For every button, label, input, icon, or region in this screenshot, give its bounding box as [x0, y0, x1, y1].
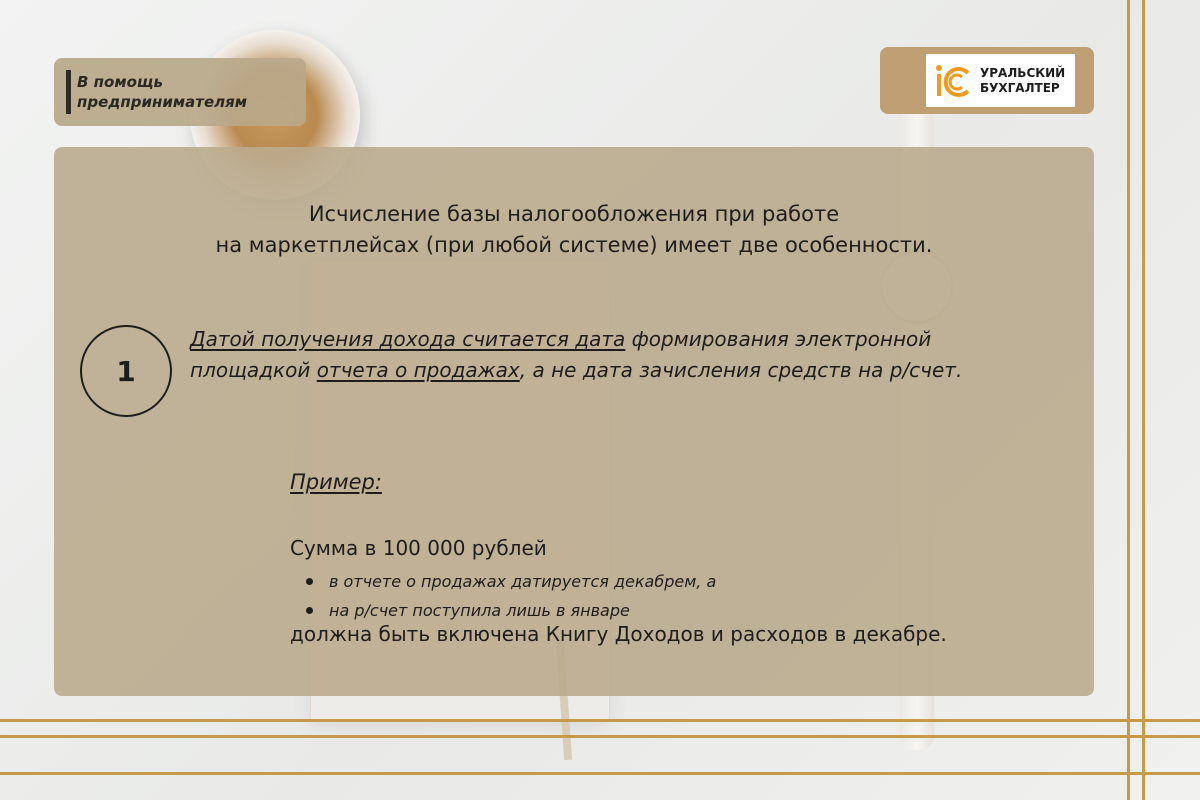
category-tag [54, 58, 306, 126]
example-title: Пример: [290, 470, 382, 494]
headline [54, 199, 1094, 261]
headline-line-1: Исчисление базы налогообложения при работе [308, 202, 840, 226]
bullet-text: в отчете о продажах датируется декабрем, а [329, 572, 717, 591]
logo-card [926, 54, 1075, 107]
tag-text [77, 72, 247, 112]
example-sum-line: Сумма в 100 000 рублей [290, 536, 547, 560]
bullet-text: на р/счет поступила лишь в январе [329, 601, 630, 620]
tag-line-1: В помощь [77, 73, 163, 91]
list-item [306, 567, 716, 596]
tag-accent-bar [66, 70, 71, 114]
logo-text [980, 66, 1065, 96]
example-bullets [306, 567, 716, 625]
point-text-2: формирования электронной площадкой [190, 327, 932, 382]
bullet-dot-icon [306, 578, 313, 585]
1c-logo-icon [932, 60, 974, 102]
decor-vertical-line [1127, 0, 1130, 800]
content-panel [54, 147, 1094, 696]
logo-box [880, 47, 1094, 114]
point-underlined-2: отчета о продажах [316, 358, 520, 382]
point-text-4: , а не дата зачисления средств на р/счет. [519, 358, 963, 382]
example-conclusion: должна быть включена Книгу Доходов и расходов в декабре. [290, 622, 947, 646]
headline-line-2: на маркетплейсах (при любой системе) имеет две особенности. [215, 233, 933, 257]
tag-line-2: предпринимателям [77, 93, 248, 111]
decor-horizontal-line [0, 772, 1200, 775]
logo-line-1: УРАЛЬСКИЙ [980, 65, 1066, 80]
point-text [190, 324, 1050, 386]
point-number-circle [80, 325, 172, 417]
bullet-dot-icon [306, 607, 313, 614]
point-underlined-1: Датой получения дохода считается дата [190, 327, 626, 351]
list-item [306, 596, 716, 625]
point-number: 1 [116, 354, 136, 388]
decor-horizontal-line [0, 719, 1200, 722]
logo-line-2: БУХГАЛТЕР [980, 80, 1060, 95]
decor-vertical-line [1142, 0, 1145, 800]
decor-horizontal-line [0, 735, 1200, 738]
